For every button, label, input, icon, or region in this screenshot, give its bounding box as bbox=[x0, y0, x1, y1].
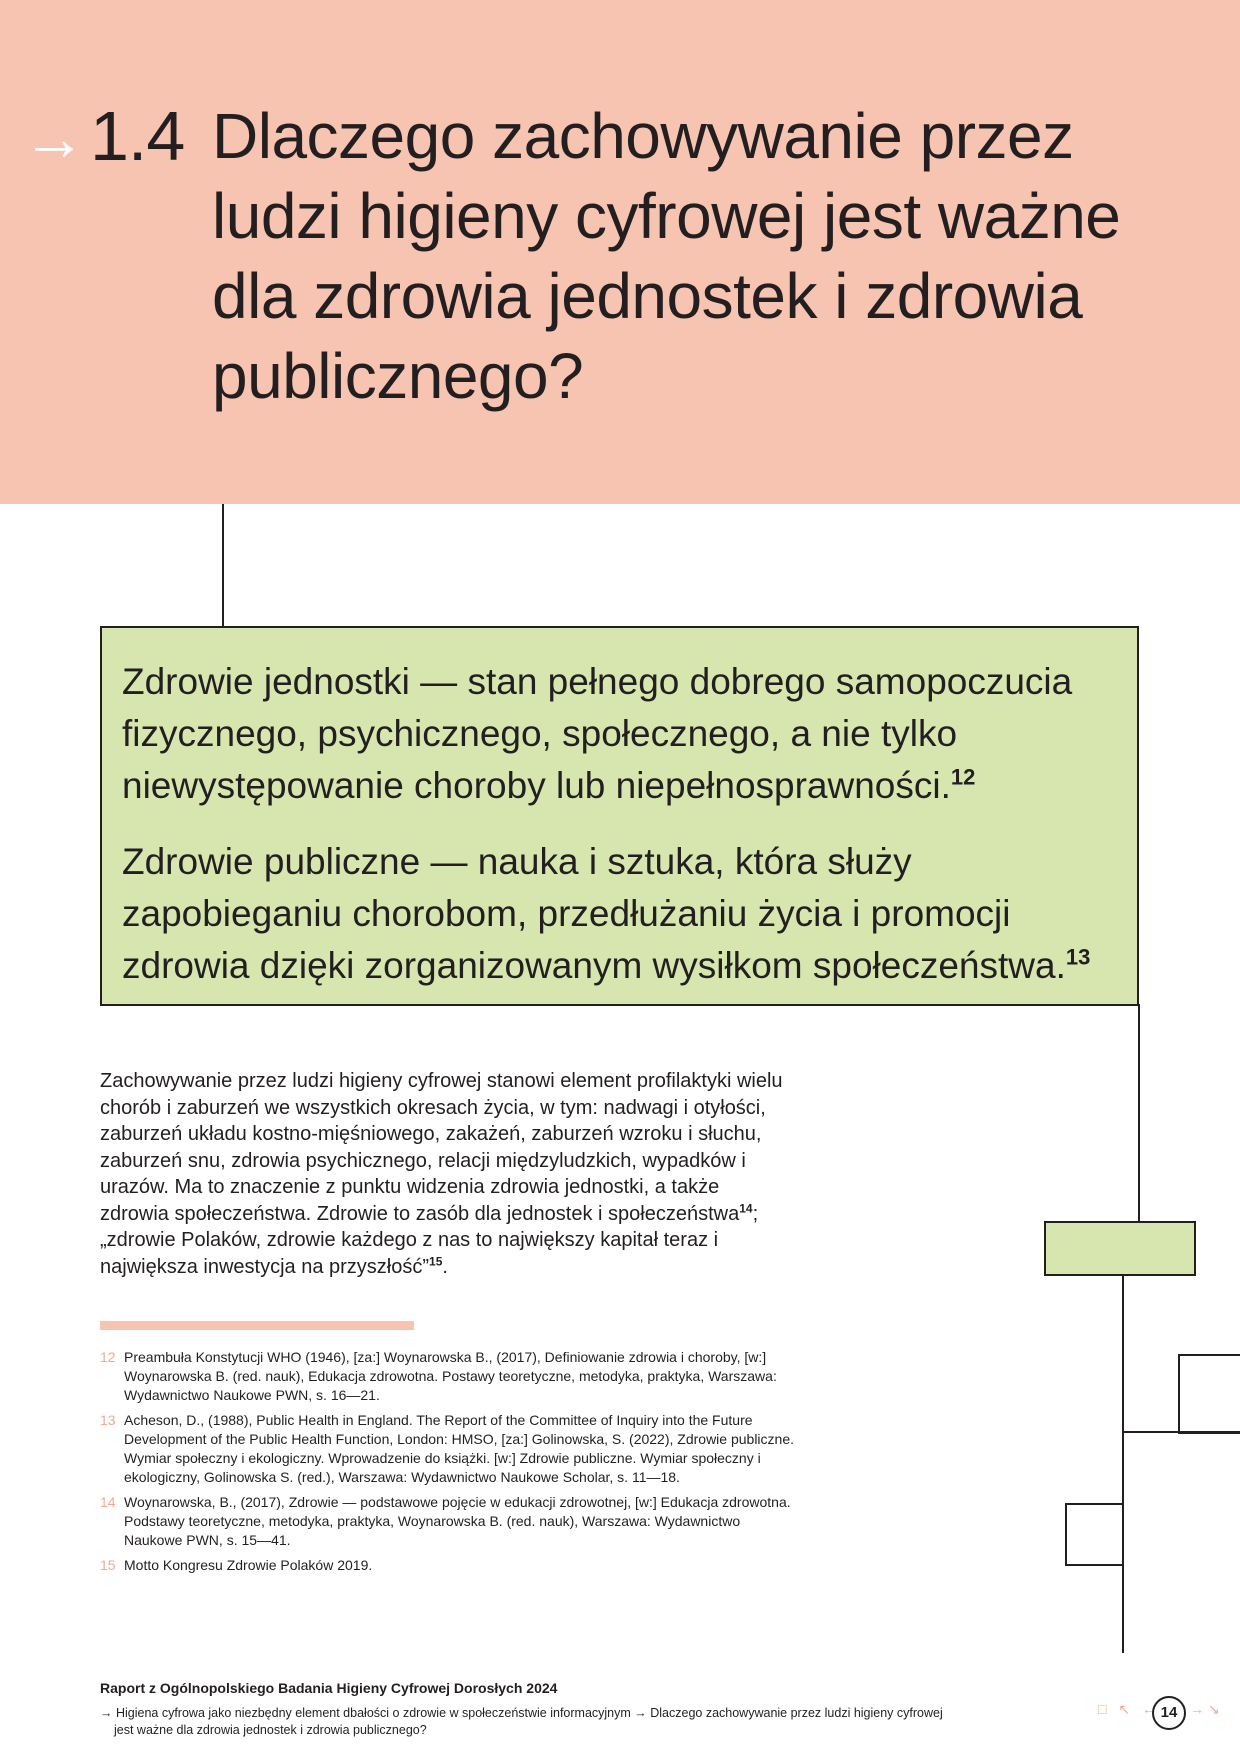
footnotes-list bbox=[100, 1348, 800, 1581]
footnote-number: 15 bbox=[100, 1557, 116, 1573]
definition-public-health: Zdrowie publiczne — nauka i sztuka, która służy zapobieganiu chorobom, przedłużaniu życia i promocji zdrowia dzięki zorganizowanym wysiłkom społeczeństwa.$^{13}$ bbox=[122, 841, 1091, 986]
breadcrumb-line[interactable]: jest ważne dla zdrowia jednostek i zdrowia publicznego? bbox=[114, 1723, 427, 1737]
footnote-item bbox=[100, 1493, 800, 1550]
footnote-ref[interactable]: 14 bbox=[739, 1200, 753, 1215]
footnote-text: Preambuła Konstytucji WHO (1946), [za:] Woynarowska B., (2017), Definiowanie zdrowia i choroby, [w:] Woynarowska B. (red. nauk), Edukacja zdrowotna. Postawy teoretyczne, metodyka, praktyka, Warszawa: Wydawnictwo Naukowe PWN, s. 16—21. bbox=[124, 1349, 777, 1403]
footnote-ref[interactable]: 15 bbox=[429, 1253, 443, 1268]
body-paragraph: Zachowywanie przez ludzi higieny cyfrowej stanowi element profilaktyki wielu chorób i zaburzeń we wszystkich okresach życia, w tym: nadwagi i otyłości, zaburzeń układu kostno-mięśniowego, zakażeń, zaburzeń wzroku i słuchu, zaburzeń snu, zdrowia psychicznego, relacji międzyludzkich, wypadków i urazów. Ma to znaczenie z punktu widzenia zdrowia jednostki, a także zdrowia społeczeństwa. Zdrowie to zasób dla jednostek i społeczeństwa$^{14}$; „zdrowie Polaków, zdrowie każdego z nas to największy kapitał teraz i największa inwestycja na przyszłość”$^{15}$. bbox=[100, 1070, 783, 1278]
decorative-square-outline bbox=[1178, 1354, 1240, 1434]
page-nav-back-icons[interactable]: □ ↖ ← bbox=[1098, 1701, 1160, 1717]
page-nav-forward-icons[interactable]: → ↘ bbox=[1190, 1701, 1220, 1717]
breadcrumb[interactable] bbox=[100, 1705, 1050, 1739]
section-header bbox=[0, 0, 1240, 504]
footnote-number: 13 bbox=[100, 1412, 116, 1428]
footnote-item bbox=[100, 1556, 800, 1575]
breadcrumb-line[interactable]: → Higiena cyfrowa jako niezbędny element dbałości o zdrowie w społeczeństwie informacyjnym → Dlaczego zachowywanie przez ludzi higieny cyfrowej bbox=[100, 1706, 943, 1720]
footnote-text: Motto Kongresu Zdrowie Polaków 2019. bbox=[124, 1557, 373, 1573]
footnote-item bbox=[100, 1411, 800, 1487]
footnote-text: Acheson, D., (1988), Public Health in England. The Report of the Committee of Inquiry into the Future Development of the Public Health Function, London: HMSO, [za:] Golinowska, S. (2022), Zdrowie publiczne. Wymiar społeczny i ekologiczny. Wprowadzenie do książki. [w:] Zdrowie publiczne. Wymiar społeczny i ekologiczny, Golinowska S. (red.), Warszawa: Wydawnictwo Naukowe Scholar, s. 11—18. bbox=[124, 1412, 795, 1485]
decorative-square-outline-small bbox=[1065, 1503, 1124, 1566]
decorative-green-box bbox=[1044, 1221, 1196, 1276]
page-number: 14 bbox=[1152, 1696, 1186, 1730]
footnote-text: Woynarowska, B., (2017), Zdrowie — podstawowe pojęcie w edukacji zdrowotnej, [w:] Edukacja zdrowotna. Podstawy teoretyczne, metodyka, praktyka, Woynarowska B. (red. nauk), Warszawa: Wydawnictwo Naukowe PWN, s. 15—41. bbox=[124, 1494, 791, 1548]
definition-individual-health: Zdrowie jednostki — stan pełnego dobrego samopoczucia fizycznego, psychicznego, społecznego, a nie tylko niewystępowanie choroby lub niepełnosprawności.$^{12}$ bbox=[122, 661, 1073, 806]
connector-line-top bbox=[222, 504, 224, 627]
footnote-ref[interactable]: 12 bbox=[950, 764, 976, 790]
footnote-number: 12 bbox=[100, 1349, 116, 1365]
arrow-right-icon: → bbox=[22, 102, 86, 174]
connector-line-right bbox=[1138, 1004, 1140, 1222]
footnote-item bbox=[100, 1348, 800, 1405]
report-title: Raport z Ogólnopolskiego Badania Higieny Cyfrowej Dorosłych 2024 bbox=[100, 1680, 558, 1696]
footnote-number: 14 bbox=[100, 1494, 116, 1510]
section-number: 1.4 bbox=[90, 97, 185, 175]
connector-line-lower bbox=[1122, 1275, 1124, 1653]
footnote-separator bbox=[100, 1321, 414, 1330]
definitions-box bbox=[100, 626, 1139, 1006]
footnote-ref[interactable]: 13 bbox=[1065, 944, 1091, 970]
page-title: Dlaczego zachowywanie przez ludzi higieny cyfrowej jest ważne dla zdrowia jednostek i zdrowia publicznego? bbox=[212, 100, 1121, 412]
